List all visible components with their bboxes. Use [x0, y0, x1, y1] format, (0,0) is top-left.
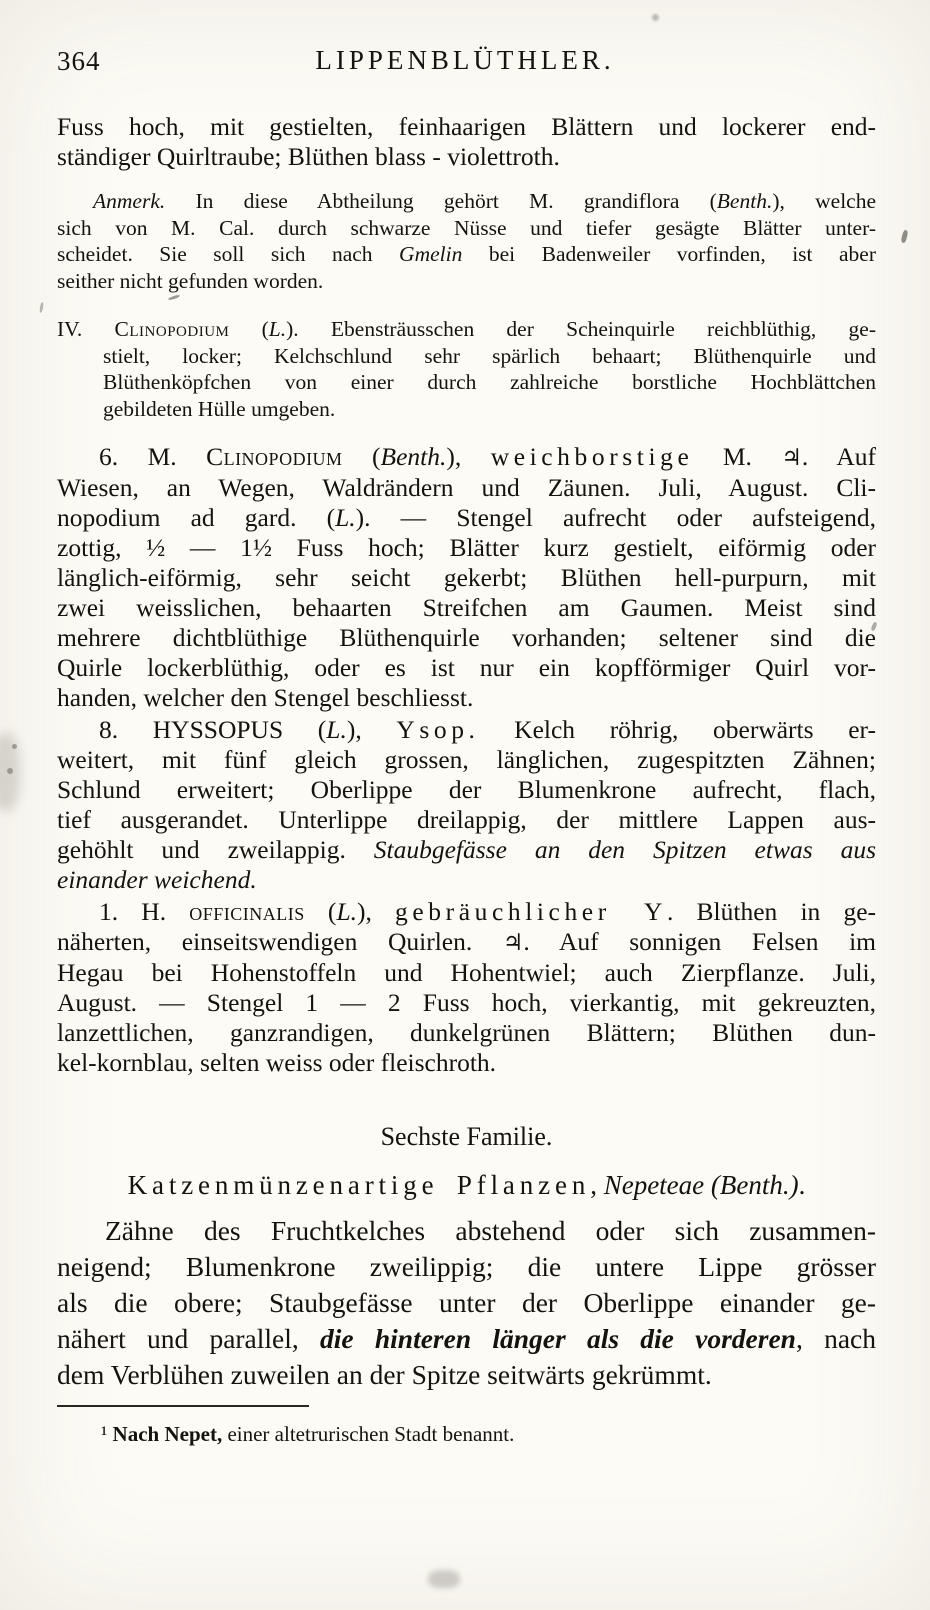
text-segment: sich von M. Cal. durch schwarze Nüsse und tiefer gesägte Blätter unter- [57, 215, 876, 240]
anmerkung-note [57, 188, 876, 294]
genus-clinopodium-paragraph [57, 316, 876, 422]
text-segment: ). — Stengel aufrecht oder aufsteigend, [355, 503, 876, 532]
text-segment: Fuss hoch, mit gestielten, feinhaarigen Blättern und lockerer end- [57, 112, 876, 141]
text-segment: handen, welcher den Stengel beschliesst. [57, 683, 474, 712]
text-segment: Anmerk. [93, 189, 166, 213]
text-line [57, 473, 876, 503]
text-segment: Zähne des Fruchtkelches abstehend oder sich zusammen- [105, 1215, 876, 1246]
text-segment: weitert, mit fünf gleich grossen, länglichen, zugespitzten Zähnen; [57, 745, 876, 774]
text-segment: Kelch röhrig, oberwärts er- [479, 715, 876, 744]
text-line [101, 1421, 876, 1447]
text-segment: seither nicht gefunden worden. [57, 268, 324, 293]
text-line [57, 1249, 876, 1285]
text-line [103, 369, 876, 396]
text-segment: ), [346, 715, 397, 744]
text-segment: gebräuchlicher Y [395, 897, 667, 926]
text-line [57, 241, 876, 268]
text-segment: 1. H. [99, 897, 190, 926]
running-title: LIPPENBLÜTHLER. [315, 45, 615, 75]
text-segment: gebildeten Hülle umgeben. [103, 396, 336, 421]
text-segment: lanzettlichen, ganzrandigen, dunkelgrünen Blättern; Blüthen dun- [57, 1018, 876, 1047]
text-segment: einander weichend. [57, 865, 257, 894]
text-line [57, 268, 876, 295]
text-line [57, 142, 876, 172]
text-segment: kel-kornblau, selten weiss oder fleischroth. [57, 1048, 497, 1077]
text-line [57, 958, 876, 988]
page-header [0, 0, 930, 84]
text-segment: Benth. [716, 189, 773, 213]
text-segment: tief ausgerandet. Unterlippe dreilappig, der mittlere Lappen aus- [57, 805, 876, 834]
text-segment: L. [336, 897, 357, 926]
text-segment: ). Ebensträusschen der Scheinquirle reichblüthig, ge- [286, 317, 876, 341]
text-segment: , nach [795, 1323, 876, 1354]
text-line [57, 533, 876, 563]
text-segment: August. — Stengel 1 — 2 Fuss hoch, vierkantig, mit gekreuzten, [57, 988, 876, 1017]
text-segment: Schlund erweitert; Oberlippe der Blumenkrone aufrecht, flach, [57, 775, 876, 804]
text-segment: L. [326, 715, 347, 744]
footnote-rule [57, 1405, 309, 1407]
text-line [57, 1170, 876, 1201]
page-number: 364 [57, 46, 101, 76]
text-line [57, 653, 876, 683]
text-line [103, 396, 876, 423]
species-1-officinalis [57, 897, 876, 1078]
text-line [57, 897, 876, 927]
text-segment: näherten, einseitswendigen Quirlen. [57, 927, 503, 956]
text-line [57, 683, 876, 713]
text-segment: ¹ [101, 1422, 113, 1446]
text-segment: einer altetrurischen Stadt benannt. [222, 1422, 515, 1446]
text-segment: scheidet. Sie soll sich nach [57, 242, 400, 266]
text-line [57, 835, 876, 865]
text-line [57, 805, 876, 835]
text-line [57, 1357, 876, 1393]
text-segment: dem Verblühen zuweilen an der Spitze seitwärts gekrümmt. [57, 1359, 712, 1390]
text-segment: ( [304, 897, 337, 926]
text-segment: 6. M. [99, 442, 207, 471]
text-segment: . Auf [801, 442, 876, 471]
text-segment: stielt, locker; Kelchschlund sehr spärlich behaart; Blüthenquirle und [103, 343, 876, 368]
perennial-symbol: ♃ [502, 930, 524, 956]
text-segment: ), welche [772, 189, 876, 213]
species-6-clinopodium [57, 442, 876, 713]
text-line [57, 188, 876, 215]
text-segment: , [590, 1170, 604, 1200]
text-segment: Hegau bei Hohenstoffeln und Hohentwiel; auch Zierpflanze. Juli, [57, 958, 876, 987]
text-segment: ( [229, 317, 269, 341]
text-segment: 8. HYSSOPUS ( [99, 715, 327, 744]
text-segment: Nach Nepet, [112, 1422, 223, 1446]
text-segment: In diese Abtheilung gehört M. grandiflora ( [165, 189, 717, 213]
text-line [57, 927, 876, 958]
text-line [57, 1018, 876, 1048]
family-number-heading [57, 1122, 876, 1152]
scan-artifact [652, 14, 659, 21]
text-line [57, 715, 876, 745]
footnote [57, 1421, 876, 1447]
text-line [57, 1321, 876, 1357]
text-segment: zwei weisslichen, behaarten Streifchen am Gaumen. Meist sind [57, 593, 876, 622]
text-line [57, 623, 876, 653]
text-segment: Staubgefässe an den Spitzen etwas aus [373, 835, 876, 864]
text-line [57, 1048, 876, 1078]
text-segment: länglich-eiförmig, sehr seicht gekerbt; Blüthen hell-purpurn, mit [57, 563, 876, 592]
text-line [57, 316, 876, 343]
text-segment: Ysop. [396, 715, 480, 744]
text-line [57, 563, 876, 593]
text-line [57, 775, 876, 805]
text-segment: Katzenmünzenartige Pflanzen [127, 1170, 591, 1200]
text-segment: ( [342, 442, 381, 471]
text-segment: ständiger Quirltraube; Blüthen blass - violettroth. [57, 142, 560, 171]
text-line [103, 343, 876, 370]
text-segment: IV. [57, 317, 115, 341]
text-line [57, 745, 876, 775]
text-segment: mehrere dichtblüthige Blüthenquirle vorhanden; seltener sind die [57, 623, 876, 652]
text-line [57, 1213, 876, 1249]
text-line [57, 593, 876, 623]
text-segment: die hinteren länger als die vorderen [320, 1323, 796, 1354]
perennial-symbol: ♃ [781, 445, 802, 471]
text-segment: officinalis [189, 897, 305, 926]
genus-hyssopus-paragraph [57, 715, 876, 895]
text-segment: . Blüthen in ge- [667, 897, 877, 926]
text-segment: Benth. [380, 442, 447, 471]
scan-artifact [7, 768, 13, 774]
text-line [57, 112, 876, 142]
text-line [57, 865, 876, 895]
text-segment: ), [357, 897, 396, 926]
text-segment: bei Badenweiler vorfinden, ist aber [462, 242, 876, 266]
scan-artifact [12, 744, 17, 749]
text-segment: M. [693, 442, 782, 471]
text-segment: Clinopodium [206, 442, 343, 471]
text-segment: Blüthenköpfchen von einer durch zahlreiche borstliche Hochblättchen [103, 370, 876, 394]
text-segment: ), [446, 442, 491, 471]
page-body [0, 112, 930, 1447]
text-segment: Gmelin [399, 242, 463, 266]
family-name-heading [57, 1170, 876, 1201]
text-segment: Nepeteae (Benth.) [603, 1170, 799, 1200]
text-line [57, 988, 876, 1018]
text-segment: zottig, ½ — 1½ Fuss hoch; Blätter kurz gestielt, eiförmig oder [57, 533, 876, 562]
text-line [57, 215, 876, 242]
text-segment: L. [335, 503, 356, 532]
text-segment: . Auf sonnigen Felsen im [523, 927, 876, 956]
family-description [57, 1213, 876, 1393]
scan-artifact [428, 1570, 460, 1588]
text-segment: nopodium ad gard. ( [57, 503, 336, 532]
text-segment: . [798, 1170, 806, 1200]
text-segment: Sechste Familie. [380, 1122, 553, 1151]
text-line [57, 1122, 876, 1152]
text-segment: L. [268, 317, 287, 341]
text-segment: Clinopodium [114, 317, 230, 341]
continuation-paragraph [57, 112, 876, 172]
text-segment: nähert und parallel, [57, 1323, 321, 1354]
text-segment: Wiesen, an Wegen, Waldrändern und Zäunen. Juli, August. Cli- [57, 473, 876, 502]
text-segment: neigend; Blumenkrone zweilippig; die untere Lippe grösser [57, 1251, 876, 1282]
text-line [57, 442, 876, 473]
text-segment: gehöhlt und zweilappig. [57, 835, 374, 864]
text-segment: weichborstige [490, 442, 694, 471]
text-segment: als die obere; Staubgefässe unter der Oberlippe einander ge- [57, 1287, 876, 1318]
text-line [57, 1285, 876, 1321]
text-line [57, 503, 876, 533]
text-segment: Quirle lockerblüthig, oder es ist nur ein kopfförmiger Quirl vor- [57, 653, 876, 682]
